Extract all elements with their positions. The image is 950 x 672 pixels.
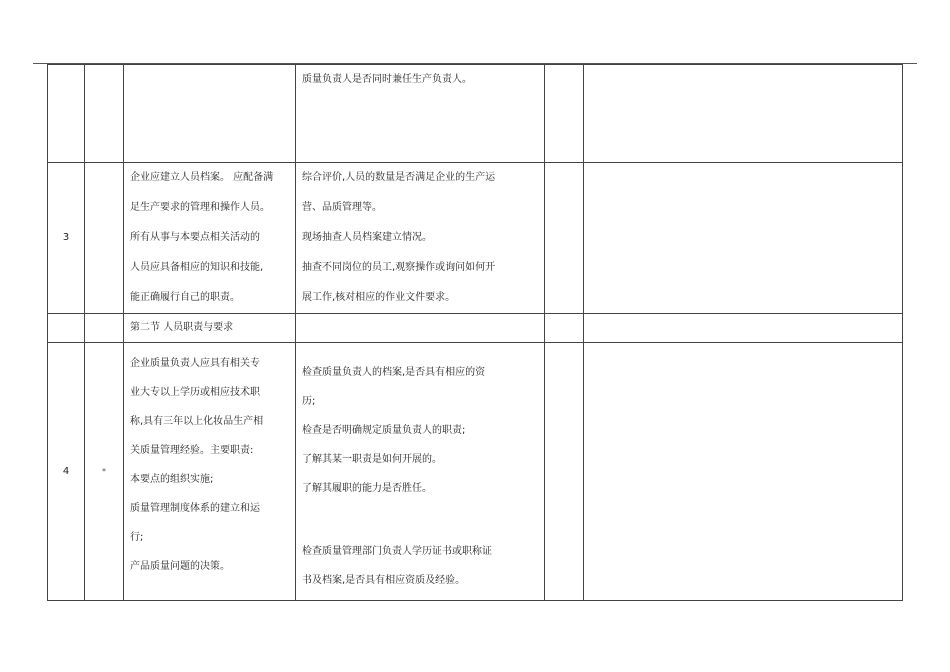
key-mark bbox=[85, 163, 124, 314]
method-line: 了解其履职的能力是否胜任。 bbox=[302, 483, 432, 494]
row-number bbox=[48, 65, 85, 163]
row-number: 3 bbox=[48, 163, 85, 314]
method-line: 检查是否明确规定质量负责人的职责; bbox=[302, 425, 466, 436]
key-mark bbox=[85, 314, 124, 343]
requirement-line: 所有从事与本要点相关活动的 bbox=[130, 232, 260, 243]
requirement-line: 足生产要求的管理和操作人员。 bbox=[130, 202, 270, 213]
method-cell bbox=[296, 343, 545, 601]
method-line: 了解其某一职责是如何开展的。 bbox=[302, 454, 442, 465]
requirement-line: 关质量管理经验。主要职责: bbox=[130, 445, 254, 456]
method-line: 抽查不同岗位的员工,观察操作或询问如何开 bbox=[302, 262, 496, 273]
method-line: 综合评价,人员的数量是否满足企业的生产运 bbox=[302, 172, 496, 183]
method-line: 检查质量负责人的档案,是否具有相应的资 bbox=[302, 367, 486, 378]
row-number bbox=[48, 314, 85, 343]
remark-cell bbox=[584, 163, 903, 314]
requirement-line: 业大专以上学历或相应技术职 bbox=[130, 387, 260, 398]
requirement-line: 企业应建立人员档案。 应配备满 bbox=[130, 172, 274, 183]
method-cell bbox=[296, 163, 545, 314]
requirement-line: 行; bbox=[130, 532, 144, 543]
requirement-line: 能正确履行自己的职责。 bbox=[130, 292, 240, 303]
method-line: 现场抽查人员档案建立情况。 bbox=[302, 232, 432, 243]
method-line: 历; bbox=[302, 396, 316, 407]
key-mark: * bbox=[85, 343, 124, 601]
method-line: 质量负责人是否同时兼任生产负责人。 bbox=[302, 74, 472, 85]
spacer bbox=[302, 503, 540, 537]
method-line: 营、品质管理等。 bbox=[302, 202, 382, 213]
inspection-table bbox=[47, 64, 903, 601]
table-row bbox=[48, 163, 903, 314]
requirement-line: 人员应具备相应的知识和技能, bbox=[130, 262, 264, 273]
result-cell bbox=[545, 343, 584, 601]
requirement-line: 企业质量负责人应具有相关专 bbox=[130, 358, 260, 369]
requirement-cell bbox=[124, 343, 296, 601]
table-row bbox=[48, 343, 903, 601]
method-line: 书及档案,是否具有相应资质及经验。 bbox=[302, 575, 466, 586]
section-row bbox=[48, 314, 903, 343]
key-mark bbox=[85, 65, 124, 163]
result-cell bbox=[545, 65, 584, 163]
method-line: 检查质量管理部门负责人学历证书或职称证 bbox=[302, 546, 492, 557]
remark-cell bbox=[584, 314, 903, 343]
requirement-line: 产品质量问题的决策。 bbox=[130, 561, 230, 572]
method-cell bbox=[296, 65, 545, 163]
requirement-line: 称,具有三年以上化妆品生产相 bbox=[130, 416, 264, 427]
remark-cell bbox=[584, 65, 903, 163]
requirement-line: 质量管理制度体系的建立和运 bbox=[130, 503, 260, 514]
section-title: 第二节 人员职责与要求 bbox=[124, 314, 296, 343]
remark-cell bbox=[584, 343, 903, 601]
method-line: 展工作,核对相应的作业文件要求。 bbox=[302, 292, 456, 303]
requirement-line: 本要点的组织实施; bbox=[130, 474, 214, 485]
requirement-cell bbox=[124, 163, 296, 314]
result-cell bbox=[545, 163, 584, 314]
row-number: 4 bbox=[48, 343, 85, 601]
requirement-cell bbox=[124, 65, 296, 163]
table-row bbox=[48, 65, 903, 163]
method-cell bbox=[296, 314, 545, 343]
result-cell bbox=[545, 314, 584, 343]
